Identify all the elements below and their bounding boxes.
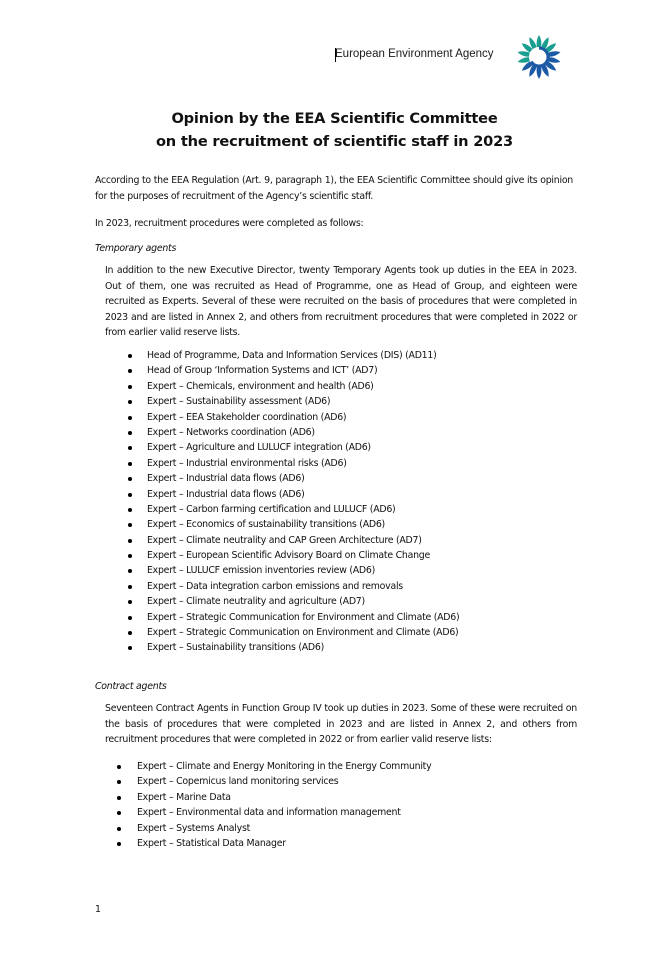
bullet-icon [117,796,121,800]
bullet-icon [128,631,132,635]
agency-name: European Environment Agency [335,48,494,60]
bullet-icon [128,493,132,497]
bullet-icon [128,508,132,512]
eea-sun-logo-icon [516,34,562,80]
logo-ray [537,67,542,79]
temporary-agents-paragraph: In addition to the new Executive Director, twenty Temporary Agents took up duties in the EEA in 2023. Out of them, one was recruited as Head of Programme, one as Head of Group, and eighteen were recruited as Experts. Several of these were recruited on the basis of procedures that were completed in 2023 and are listed in Annex 2, and others from recruitment procedures that were completed in 2022 or from earlier valid reserve lists. [105,265,577,339]
page-number: 1 [95,904,101,915]
bullet-icon [117,811,121,815]
bullet-icon [128,646,132,650]
intro-paragraph: According to the EEA Regulation (Art. 9, paragraph 1), the EEA Scientific Committee should give its opinion for the purposes of recruitment of the Agency’s scientific staff. [95,175,573,202]
document-page: European Environment Agency Opinion by the EEA Scientific Committee on the recruitment of scientific staff in 2023 According to the EEA Regulation (Art. 9, paragraph 1), the EEA Scientific Committee should give its opinion for the purposes of recruitment of the Agency’s scientific staff. In 2023, recruitment procedures were completed as follows: Temporary agents In addition to the new Executive Director, twenty Temporary Agents took up duties in the EEA in 2023. Out of them, one was recruited as Head of Programme, one as Head of Group, and eighteen were recruited as Experts. Several of these were recruited on the basis of procedures that were completed in 2023 and are listed in Annex 2, and others from recruitment procedures that were completed in 2022 or from earlier valid reserve lists. Head of Programme, Data and Information Services (DIS) (AD11) Head of Group ‘Information Systems and ICT’ (AD7) Expert – Chemicals, environment and health (AD6) Expert – Sustainability assessment (AD6) Expert – EEA Stakeholder coordination (AD6) Expert – Networks coordination (AD6) Expert – Agriculture and LULUCF integration (AD6) Expert – Industrial environmental risks (AD6) Expert – Industrial data flows (AD6) Expert – Industrial data flows (AD6) Expert – Carbon farming certification and LULUCF (AD6) Expert – Economics of sustainability transitions (AD6) Expert – Climate neutrality and CAP Green Architecture (AD7) Expert – European Scientific Advisory Board on Climate Change Expert – LULUCF emission inventories review (AD6) Expert – Data integration carbon emissions and removals Expert – Climate neutrality and agriculture (AD7) Expert – Strategic Communication for Environment and Climate (AD6) Expert – Strategic Communication on Environment and Climate (AD6) Expert – Sustainability transitions (AD6) Contract agents Seventeen Contract Agents in Function Group IV took up duties in 2023. Some of these were recruited on the basis of procedures that were completed in 2023 and are listed in Annex 2, and others from recruitment procedures that were completed in 2022 or from earlier valid reserve lists: Expert – Climate and Energy Monitoring in the Energy Community Expert – Copernicus land monitoring services Expert – Marine Data Expert – Environmental data and information management Expert – Systems Analyst Expert – Statistical Data Manager 1 [0,0,669,954]
bullet-icon [117,827,121,831]
bullet-icon [128,462,132,466]
temporary-agents-heading: Temporary agents [95,243,177,254]
bullet-icon [128,539,132,543]
logo-ring [531,48,548,66]
intro-summary: In 2023, recruitment procedures were completed as follows: [95,218,364,229]
bullet-icon [128,569,132,573]
bullet-icon [128,369,132,373]
bullet-icon [128,585,132,589]
bullet-icon [128,600,132,604]
logo-ray [537,35,542,47]
bullet-icon [128,446,132,450]
bullet-icon [128,554,132,558]
bullet-icon [128,616,132,620]
bullet-icon [117,765,121,769]
bullet-icon [128,416,132,420]
bullet-icon [128,523,132,527]
bullet-icon [128,431,132,435]
title-line-2: on the recruitment of scientific staff in 2023 [155,133,514,150]
bullet-icon [128,385,132,389]
page-title [0,107,669,153]
bullet-icon [128,400,132,404]
contract-agents-paragraph: Seventeen Contract Agents in Function Group IV took up duties in 2023. Some of these were recruited on the basis of procedures that were completed in 2023 and are listed in Annex 2, and others from recruitment procedures that were completed in 2022 or from earlier valid reserve lists: [105,703,577,746]
bullet-icon [117,842,121,846]
title-line-1: Opinion by the EEA Scientific Committee [171,110,498,127]
bullet-icon [117,780,121,784]
contract-agents-heading: Contract agents [95,681,167,692]
bullet-icon [128,477,132,481]
bullet-icon [128,354,132,358]
